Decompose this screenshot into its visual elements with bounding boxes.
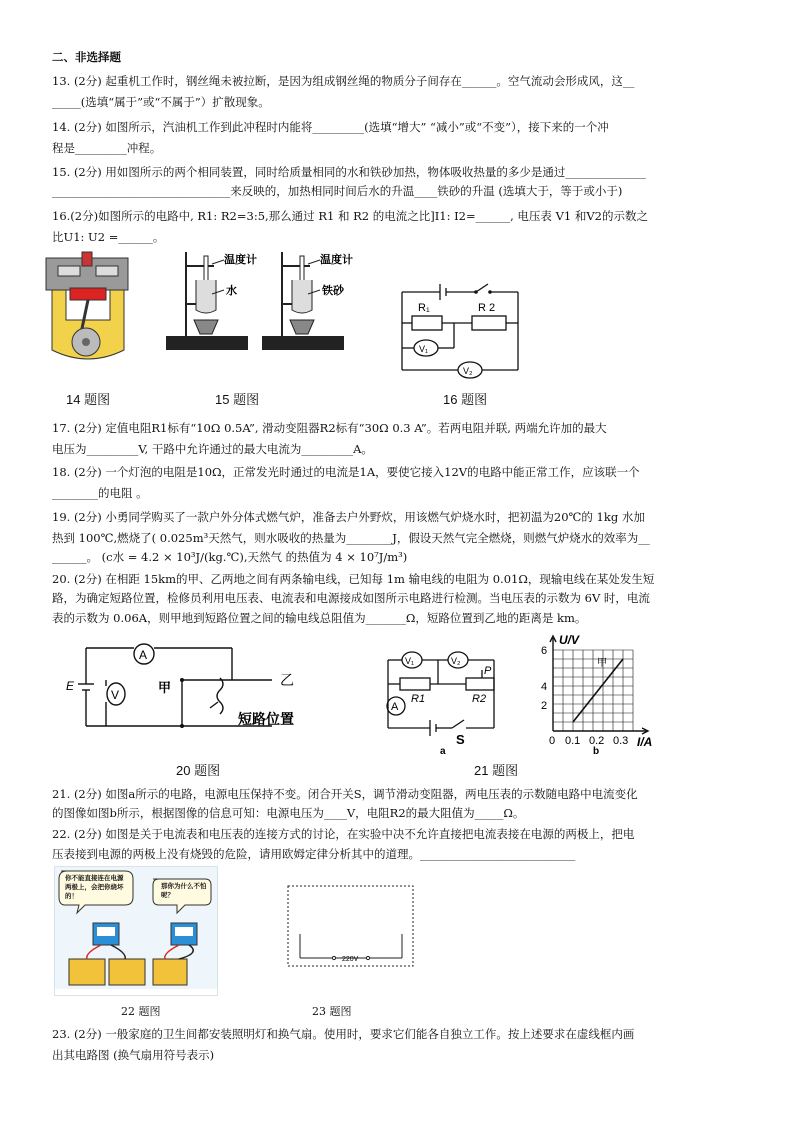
- q19-line3: ______。 (c水 = 4.2 × 10³J/(kg.℃),天然气 的热值为 4 × 10⁷J/m³): [52, 550, 408, 564]
- v220-label: 220V: [342, 956, 359, 963]
- figure-20-circuit: [62, 640, 312, 740]
- source-e-label: E: [66, 679, 75, 693]
- caption-23: 23 题图: [312, 1005, 352, 1018]
- q16-line2: 比U1: U2 =______。: [52, 230, 165, 244]
- q21-line1: 21. (2分) 如图a所示的电路，电源电压保持不变。闭合开关S，调节滑动变阻器，两电压表的示数随电路中电流变化: [52, 787, 638, 801]
- q13-line2: _____(选填“属于”或“不属于”）扩散现象。: [52, 95, 270, 109]
- short-position-label: 短路位置: [238, 711, 294, 727]
- voltmeter-label: V: [111, 688, 120, 702]
- figure-23-dashed-box: [286, 884, 416, 970]
- bubble-1-text: 你不能直接连在电源两极上，会把你烧坏的！: [65, 874, 124, 900]
- fig21-tick-2: 2: [541, 700, 548, 712]
- q18-line1: 18. (2分) 一个灯泡的电阻是10Ω，正常发光时通过的电流是1A，要使它接入12V的电路中能正常工作，应该联一个: [52, 465, 640, 479]
- fig21-s-label: S: [456, 732, 465, 747]
- q20-line3: 表的示数为 0.06A，则甲地到短路位置之间的输电线总阻值为_______Ω，短路位置到乙地的距离是 km。: [52, 611, 587, 625]
- fig21-x-axis-label: I/A: [637, 735, 653, 749]
- fig21-a-sublabel: a: [440, 746, 446, 757]
- figure-15-apparatus: [160, 244, 360, 356]
- water-label: 水: [226, 285, 237, 297]
- bubble-2-text: 那你为什么不怕呢？: [161, 882, 207, 899]
- q18-line2: ________的电阻 。: [52, 486, 148, 500]
- q15-line1: 15. (2分) 用如图所示的两个相同装置，同时给质量相同的水和铁砂加热，物体吸收热量的多少是通过______________: [52, 165, 646, 179]
- fig21-tick-4: 4: [541, 681, 548, 693]
- yi-label: 乙: [280, 672, 294, 688]
- fig21-tick-6: 6: [541, 645, 548, 657]
- thermometer-label-1: 温度计: [224, 254, 257, 266]
- iron-sand-label: 铁砂: [322, 285, 344, 297]
- q20-line1: 20. (2分) 在相距 15km的甲、乙两地之间有两条输电线，已知每 1m 输电线的电阻为 0.01Ω，现输电线在某处发生短: [52, 572, 655, 586]
- fig21-tick-03: 0.3: [613, 735, 629, 747]
- q17-line2: 电压为_________V, 干路中允许通过的最大电流为_________A。: [52, 442, 373, 456]
- fig21-tick-02: 0.2: [589, 735, 605, 747]
- figure-21a-circuit: [382, 648, 507, 758]
- fig21-v1-label: V₁: [405, 656, 415, 666]
- fig21-v2-label: V₂: [451, 656, 461, 666]
- v2-label: V₂: [463, 366, 473, 376]
- fig21-tick-01: 0.1: [565, 735, 581, 747]
- q22-line2: 压表接到电源的两极上没有烧毁的危险，请用欧姆定律分析其中的道理。___________________________: [52, 847, 576, 861]
- q19-line1: 19. (2分) 小勇同学购买了一款户外分体式燃气炉，准备去户外野炊，用该燃气炉烧水时，把初温为20℃的 1kg 水加: [52, 510, 645, 524]
- jia-label: 甲: [158, 680, 172, 695]
- fig21-tick-0: 0: [549, 735, 556, 747]
- caption-16: 16 题图: [443, 392, 488, 407]
- q23-line2: 出其电路图 (换气扇用符号表示): [52, 1048, 215, 1062]
- figure-22-cartoon: [54, 866, 218, 996]
- figure-14-engine: [40, 250, 140, 365]
- q16-line1: 16.(2分)如图所示的电路中, R1: R2=3:5,那么通过 R1 和 R2 的电流之比]I1: I2=______, 电压表 V1 和V2的示数之: [52, 209, 648, 223]
- thermometer-label-2: 温度计: [320, 254, 353, 266]
- q20-line2: 路，为确定短路位置，检修员利用电压表、电流表和电源接成如图所示电路进行检测。当电压表的示数为 6V 时，电流: [52, 591, 650, 605]
- section-title: 二、非选择题: [52, 50, 121, 64]
- q14-line1: 14. (2分) 如图所示，汽油机工作到此冲程时内能将_________(选填“增大” “减小”或“不变”），接下来的一个冲: [52, 120, 609, 134]
- fig21-r2-label: R2: [472, 693, 487, 705]
- q23-line1: 23. (2分) 一般家庭的卫生间都安装照明灯和换气扇。使用时，要求它们能各自独立工作。按上述要求在虚线框内画: [52, 1027, 635, 1041]
- ammeter-label: A: [139, 648, 148, 662]
- r2-label: R 2: [478, 302, 496, 314]
- fig21-p-label: P: [484, 665, 492, 677]
- q17-line1: 17. (2分) 定值电阻R1标有“10Ω 0.5A”, 滑动变阻器R2标有“30Ω 0.3 A”。若两电阻并联, 两端允许加的最大: [52, 421, 607, 435]
- q15-line2: _______________________________来反映的，加热相同时间后水的升温____铁砂的升温 (选填大于，等于或小于): [52, 184, 623, 198]
- r1-label: R₁: [418, 302, 430, 314]
- figure-16-circuit: [392, 278, 532, 388]
- q19-line2: 热到 100℃,燃烧了( 0.025m³天然气，则水吸收的热量为________J，假设天然气完全燃烧，则燃气炉烧水的效率为__: [52, 531, 650, 545]
- caption-15: 15 题图: [215, 392, 260, 407]
- v1-label: V₁: [419, 344, 429, 354]
- fig21-r1-label: R1: [411, 693, 426, 705]
- caption-14: 14 题图: [66, 392, 111, 407]
- fig21-b-sublabel: b: [593, 746, 600, 757]
- fig21-y-axis-label: U/V: [559, 633, 580, 647]
- q22-line1: 22. (2分) 如图是关于电流表和电压表的连接方式的讨论，在实验中决不允许直接把电流表接在电源的两极上，把电: [52, 827, 635, 841]
- caption-21: 21 题图: [474, 763, 519, 778]
- q21-line2: 的图像如图b所示，根据图像的信息可知：电源电压为____V，电阻R2的最大阻值为_____Ω。: [52, 806, 525, 820]
- q13-line1: 13. (2分) 起重机工作时，钢丝绳未被拉断，是因为组成钢丝绳的物质分子间存在______。空气流动会形成风，这__: [52, 74, 635, 88]
- fig21-graph-jia: 甲: [597, 658, 607, 669]
- figure-21b-graph: [535, 632, 675, 757]
- fig21-ammeter-label: A: [391, 701, 399, 713]
- caption-22: 22 题图: [121, 1005, 161, 1018]
- q14-line2: 程是_________冲程。: [52, 141, 162, 155]
- caption-20: 20 题图: [176, 763, 221, 778]
